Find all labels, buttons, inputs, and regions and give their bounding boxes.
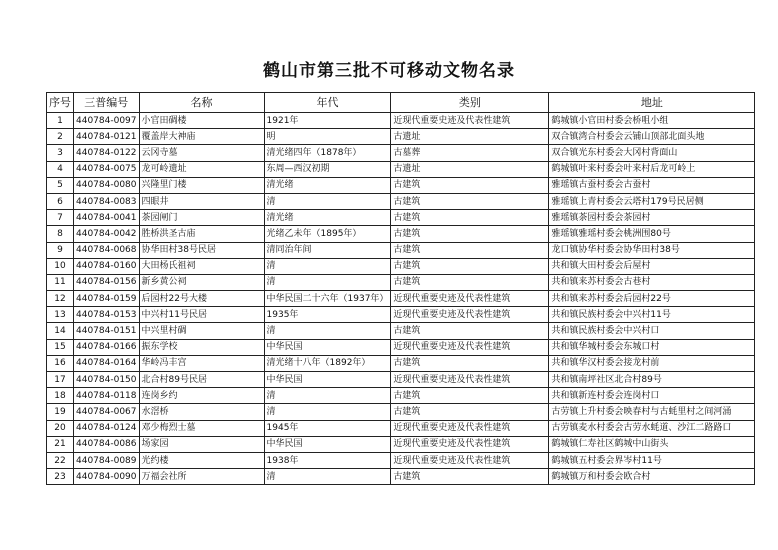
table-row: [47, 242, 755, 258]
cell-address: 鹤城镇小官田村委会桥咀小组: [549, 113, 755, 129]
cell-name: 胜桥洪圣古庙: [139, 226, 264, 242]
cell-era: 清: [264, 404, 391, 420]
cell-code: 440784-0067: [74, 404, 140, 420]
table-row: [47, 436, 755, 452]
table-row: [47, 323, 755, 339]
cell-name: 茶园闸门: [139, 210, 264, 226]
cell-no: 21: [47, 436, 74, 452]
cell-address: 龙口镇协华村委会协华田村38号: [549, 242, 755, 258]
cell-no: 3: [47, 145, 74, 161]
cell-name: 北合村89号民居: [139, 372, 264, 388]
cell-name: 中兴村11号民居: [139, 307, 264, 323]
cell-address: 鹤城镇叶来村委会叶来村后龙可岭上: [549, 161, 755, 177]
cell-no: 10: [47, 258, 74, 274]
cell-code: 440784-0075: [74, 161, 140, 177]
cell-era: 清: [264, 469, 391, 485]
table-row: [47, 161, 755, 177]
cell-category: 古建筑: [391, 469, 549, 485]
cell-name: 光约楼: [139, 452, 264, 468]
cell-category: 古建筑: [391, 323, 549, 339]
cell-address: 鹤城镇五村委会界岑村11号: [549, 452, 755, 468]
document-title: 鹤山市第三批不可移动文物名录: [263, 61, 515, 81]
table-row: [47, 129, 755, 145]
cell-name: 邓少梅烈士墓: [139, 420, 264, 436]
cell-name: 协华田村38号民居: [139, 242, 264, 258]
cell-name: 兴隆里门楼: [139, 177, 264, 193]
cell-name: 云冈寺墓: [139, 145, 264, 161]
cell-code: 440784-0151: [74, 323, 140, 339]
cell-name: 场家园: [139, 436, 264, 452]
cell-address: 共和镇来苏村委会后园村22号: [549, 291, 755, 307]
cell-category: 近现代重要史迹及代表性建筑: [391, 420, 549, 436]
cell-era: 清光绪: [264, 210, 391, 226]
cell-code: 440784-0118: [74, 388, 140, 404]
cell-era: 清: [264, 388, 391, 404]
cell-address: 古劳镇上升村委会映春村与古蚝里村之间河涌: [549, 404, 755, 420]
cell-name: 水滘桥: [139, 404, 264, 420]
cell-code: 440784-0156: [74, 274, 140, 290]
cell-code: 440784-0124: [74, 420, 140, 436]
table-row: [47, 355, 755, 371]
cell-code: 440784-0083: [74, 193, 140, 209]
cell-address: 双合镇光东村委会大冈村背面山: [549, 145, 755, 161]
cell-name: 后园村22号大楼: [139, 291, 264, 307]
cell-category: 近现代重要史迹及代表性建筑: [391, 307, 549, 323]
cell-name: 小官田碉楼: [139, 113, 264, 129]
header-code: 三普编号: [74, 93, 140, 113]
cell-category: 古建筑: [391, 404, 549, 420]
table-row: [47, 291, 755, 307]
cell-category: 近现代重要史迹及代表性建筑: [391, 452, 549, 468]
cell-address: 雅瑶镇上青村委会云塔村179号民居侧: [549, 193, 755, 209]
heritage-table: [46, 92, 755, 485]
cell-no: 8: [47, 226, 74, 242]
header-address: 地址: [549, 93, 755, 113]
cell-code: 440784-0041: [74, 210, 140, 226]
cell-era: 清: [264, 258, 391, 274]
cell-category: 近现代重要史迹及代表性建筑: [391, 372, 549, 388]
cell-no: 2: [47, 129, 74, 145]
cell-category: 古遗址: [391, 129, 549, 145]
cell-era: 1945年: [264, 420, 391, 436]
cell-code: 440784-0153: [74, 307, 140, 323]
cell-no: 1: [47, 113, 74, 129]
cell-no: 23: [47, 469, 74, 485]
table-row: [47, 193, 755, 209]
cell-code: 440784-0042: [74, 226, 140, 242]
cell-name: 覆盖岸大神庙: [139, 129, 264, 145]
table-row: [47, 469, 755, 485]
cell-code: 440784-0122: [74, 145, 140, 161]
cell-no: 17: [47, 372, 74, 388]
cell-no: 20: [47, 420, 74, 436]
cell-address: 共和镇来苏村委会古巷村: [549, 274, 755, 290]
table-row: [47, 177, 755, 193]
cell-code: 440784-0086: [74, 436, 140, 452]
cell-code: 440784-0097: [74, 113, 140, 129]
header-category: 类别: [391, 93, 549, 113]
table-row: [47, 210, 755, 226]
cell-category: 古建筑: [391, 210, 549, 226]
cell-era: 1935年: [264, 307, 391, 323]
cell-era: 1938年: [264, 452, 391, 468]
cell-code: 440784-0159: [74, 291, 140, 307]
cell-category: 古建筑: [391, 242, 549, 258]
cell-address: 鹤城镇万和村委会欧合村: [549, 469, 755, 485]
cell-no: 16: [47, 355, 74, 371]
cell-era: 清光绪: [264, 177, 391, 193]
cell-era: 清同治年间: [264, 242, 391, 258]
cell-era: 中华民国: [264, 339, 391, 355]
cell-no: 9: [47, 242, 74, 258]
cell-era: 东周—西汉初期: [264, 161, 391, 177]
cell-code: 440784-0164: [74, 355, 140, 371]
cell-address: 共和镇大田村委会后屋村: [549, 258, 755, 274]
cell-code: 440784-0121: [74, 129, 140, 145]
header-no: 序号: [47, 93, 74, 113]
cell-name: 华岭冯丰宫: [139, 355, 264, 371]
table-row: [47, 452, 755, 468]
cell-address: 鹤城镇仁寿社区鹤城中山街头: [549, 436, 755, 452]
cell-no: 22: [47, 452, 74, 468]
cell-category: 近现代重要史迹及代表性建筑: [391, 113, 549, 129]
cell-category: 古建筑: [391, 355, 549, 371]
cell-category: 古建筑: [391, 258, 549, 274]
cell-category: 古建筑: [391, 193, 549, 209]
cell-era: 清光绪四年（1878年）: [264, 145, 391, 161]
table-row: [47, 339, 755, 355]
table-row: [47, 145, 755, 161]
cell-name: 振东学校: [139, 339, 264, 355]
table-row: [47, 274, 755, 290]
table-row: [47, 404, 755, 420]
cell-category: 古建筑: [391, 177, 549, 193]
cell-name: 新乡黄公祠: [139, 274, 264, 290]
cell-era: 清光绪十八年（1892年）: [264, 355, 391, 371]
table-row: [47, 388, 755, 404]
cell-era: 清: [264, 193, 391, 209]
cell-category: 古遗址: [391, 161, 549, 177]
cell-address: 雅瑶镇古蚕村委会古蚕村: [549, 177, 755, 193]
cell-address: 雅瑶镇茶园村委会茶园村: [549, 210, 755, 226]
cell-no: 6: [47, 193, 74, 209]
cell-no: 18: [47, 388, 74, 404]
cell-era: 中华民国: [264, 372, 391, 388]
cell-category: 古墓葬: [391, 145, 549, 161]
cell-no: 4: [47, 161, 74, 177]
cell-era: 中华民国: [264, 436, 391, 452]
cell-address: 雅瑶镇雅瑶村委会桃洲围80号: [549, 226, 755, 242]
cell-code: 440784-0089: [74, 452, 140, 468]
cell-category: 古建筑: [391, 226, 549, 242]
cell-address: 共和镇南坪社区北合村89号: [549, 372, 755, 388]
cell-era: 光绪乙未年（1895年）: [264, 226, 391, 242]
cell-no: 15: [47, 339, 74, 355]
table-header-row: [47, 93, 755, 113]
cell-category: 古建筑: [391, 274, 549, 290]
cell-no: 11: [47, 274, 74, 290]
cell-category: 近现代重要史迹及代表性建筑: [391, 339, 549, 355]
cell-name: 中兴里村碉: [139, 323, 264, 339]
cell-name: 四眼井: [139, 193, 264, 209]
table-row: [47, 113, 755, 129]
header-name: 名称: [139, 93, 264, 113]
cell-name: 大田杨氏祖祠: [139, 258, 264, 274]
cell-address: 双合镇湾合村委会云铺山顶部北面头地: [549, 129, 755, 145]
cell-name: 龙可岭遗址: [139, 161, 264, 177]
table-row: [47, 372, 755, 388]
table-row: [47, 258, 755, 274]
cell-era: 1921年: [264, 113, 391, 129]
cell-era: 明: [264, 129, 391, 145]
cell-address: 共和镇民族村委会中兴村口: [549, 323, 755, 339]
cell-code: 440784-0166: [74, 339, 140, 355]
table-body: [47, 113, 755, 485]
cell-no: 12: [47, 291, 74, 307]
cell-category: 近现代重要史迹及代表性建筑: [391, 291, 549, 307]
table-row: [47, 420, 755, 436]
cell-code: 440784-0150: [74, 372, 140, 388]
cell-code: 440784-0160: [74, 258, 140, 274]
cell-code: 440784-0080: [74, 177, 140, 193]
cell-address: 共和镇新连村委会连岗村口: [549, 388, 755, 404]
cell-name: 连岗乡约: [139, 388, 264, 404]
cell-no: 5: [47, 177, 74, 193]
cell-category: 近现代重要史迹及代表性建筑: [391, 436, 549, 452]
table-row: [47, 307, 755, 323]
cell-address: 共和镇民族村委会中兴村11号: [549, 307, 755, 323]
cell-no: 7: [47, 210, 74, 226]
cell-no: 14: [47, 323, 74, 339]
cell-address: 共和镇华汉村委会接龙村前: [549, 355, 755, 371]
cell-code: 440784-0090: [74, 469, 140, 485]
cell-category: 古建筑: [391, 388, 549, 404]
table-row: [47, 226, 755, 242]
cell-era: 清: [264, 323, 391, 339]
cell-name: 万福会社所: [139, 469, 264, 485]
cell-no: 19: [47, 404, 74, 420]
cell-address: 共和镇华城村委会东城口村: [549, 339, 755, 355]
cell-code: 440784-0068: [74, 242, 140, 258]
cell-address: 古劳镇麦水村委会古劳水蚝道、沙江二路路口: [549, 420, 755, 436]
header-era: 年代: [264, 93, 391, 113]
cell-era: 中华民国二十六年（1937年）: [264, 291, 391, 307]
cell-no: 13: [47, 307, 74, 323]
cell-era: 清: [264, 274, 391, 290]
